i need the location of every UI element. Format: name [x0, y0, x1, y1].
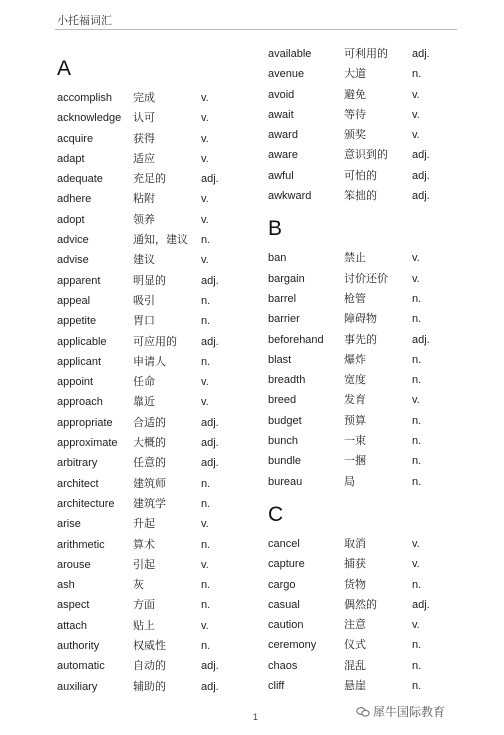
- chinese-meaning: 宽度: [344, 374, 366, 387]
- english-word: attach: [57, 619, 87, 632]
- vocab-entry: [57, 413, 247, 433]
- part-of-speech: n.: [412, 353, 422, 366]
- english-word: breadth: [268, 374, 306, 387]
- part-of-speech: adj.: [201, 416, 219, 429]
- watermark: [356, 703, 445, 720]
- part-of-speech: n.: [201, 579, 211, 592]
- chinese-meaning: 灰: [133, 579, 144, 592]
- english-word: adequate: [57, 173, 103, 186]
- chinese-meaning: 通知，建议: [133, 234, 188, 247]
- part-of-speech: adj.: [201, 680, 219, 693]
- english-word: arise: [57, 518, 81, 531]
- part-of-speech: adj.: [201, 437, 219, 450]
- chinese-meaning: 升起: [133, 518, 155, 531]
- chinese-meaning: 取消: [344, 537, 366, 550]
- english-word: adopt: [57, 213, 85, 226]
- chinese-meaning: 意识到的: [344, 149, 388, 162]
- part-of-speech: v.: [201, 193, 209, 206]
- part-of-speech: n.: [412, 435, 422, 448]
- chinese-meaning: 悬崖: [344, 680, 366, 693]
- part-of-speech: n.: [412, 292, 422, 305]
- english-word: awkward: [268, 190, 312, 203]
- chinese-meaning: 笨拙的: [344, 190, 377, 203]
- part-of-speech: v.: [201, 518, 209, 531]
- english-word: available: [268, 48, 312, 60]
- english-word: caution: [268, 619, 304, 632]
- english-word: avenue: [268, 68, 305, 81]
- chinese-meaning: 建筑学: [133, 497, 166, 510]
- part-of-speech: n.: [201, 355, 211, 368]
- vocab-entry: [57, 392, 247, 412]
- chinese-meaning: 一束: [344, 435, 366, 448]
- vocab-entry: [57, 129, 247, 149]
- vocab-entry: [268, 390, 468, 410]
- vocab-entry: [57, 595, 247, 615]
- english-word: applicant: [57, 355, 102, 368]
- vocab-entry: [57, 433, 247, 453]
- part-of-speech: n.: [412, 639, 422, 652]
- vocab-entry: [57, 210, 247, 230]
- part-of-speech: v.: [412, 129, 420, 142]
- chinese-meaning: 爆炸: [344, 353, 366, 366]
- part-of-speech: n.: [201, 234, 211, 247]
- english-word: cliff: [268, 680, 285, 693]
- chinese-meaning: 可利用的: [344, 48, 388, 60]
- part-of-speech: n.: [201, 640, 211, 653]
- english-word: advise: [57, 254, 89, 267]
- chinese-meaning: 领养: [133, 213, 155, 226]
- english-word: bargain: [268, 272, 305, 285]
- chinese-meaning: 适应: [133, 152, 155, 165]
- vocab-entry: [268, 44, 468, 64]
- english-word: casual: [268, 598, 300, 611]
- part-of-speech: v.: [412, 88, 420, 101]
- part-of-speech: n.: [201, 477, 211, 490]
- english-word: ceremony: [268, 639, 317, 652]
- chinese-meaning: 发育: [344, 394, 366, 407]
- english-word: arithmetic: [57, 538, 105, 551]
- english-word: appoint: [57, 376, 94, 389]
- vocab-entry: [57, 108, 247, 128]
- english-word: approximate: [57, 437, 118, 450]
- letter-section: [268, 504, 468, 696]
- english-word: architect: [57, 477, 99, 490]
- chinese-meaning: 粘附: [133, 193, 155, 206]
- english-word: adhere: [57, 193, 92, 206]
- part-of-speech: v.: [201, 619, 209, 632]
- chinese-meaning: 枪管: [344, 292, 366, 305]
- english-word: bunch: [268, 435, 298, 448]
- vocab-entry: [268, 431, 468, 451]
- part-of-speech: v.: [201, 376, 209, 389]
- letter-section: [268, 44, 468, 206]
- chinese-meaning: 大概的: [133, 437, 166, 450]
- chinese-meaning: 预算: [344, 414, 366, 427]
- chinese-meaning: 充足的: [133, 173, 166, 186]
- vocab-entry: [57, 352, 247, 372]
- english-word: acknowledge: [57, 112, 122, 125]
- part-of-speech: n.: [412, 455, 422, 468]
- vocab-entry: [57, 677, 247, 697]
- part-of-speech: n.: [201, 315, 211, 328]
- part-of-speech: adj.: [412, 149, 430, 162]
- vocab-entry: [268, 595, 468, 615]
- english-word: authority: [57, 640, 100, 653]
- vocab-entry: [268, 125, 468, 145]
- vocab-entry: [268, 635, 468, 655]
- part-of-speech: v.: [201, 92, 209, 104]
- english-word: appetite: [57, 315, 97, 328]
- english-word: chaos: [268, 659, 298, 672]
- header-divider: [55, 29, 457, 30]
- part-of-speech: adj.: [412, 333, 430, 346]
- vocab-entry: [57, 535, 247, 555]
- vocab-entry: [57, 149, 247, 169]
- part-of-speech: adj.: [412, 598, 430, 611]
- vocab-entry: [268, 248, 468, 268]
- part-of-speech: n.: [412, 475, 422, 488]
- chinese-meaning: 事先的: [344, 333, 377, 346]
- part-of-speech: adj.: [201, 274, 219, 287]
- vocab-entry: [268, 186, 468, 206]
- chinese-meaning: 一捆: [344, 455, 366, 468]
- vocab-entry: [57, 291, 247, 311]
- vocab-entry: [57, 575, 247, 595]
- english-word: applicable: [57, 335, 107, 348]
- chinese-meaning: 权威性: [133, 640, 166, 653]
- english-word: await: [268, 108, 294, 121]
- vocab-entry: [57, 250, 247, 270]
- vocab-entry: [268, 145, 468, 165]
- vocab-entry: [57, 453, 247, 473]
- english-word: bureau: [268, 475, 303, 488]
- part-of-speech: adj.: [412, 190, 430, 203]
- chinese-meaning: 引起: [133, 558, 155, 571]
- vocab-entry: [57, 555, 247, 575]
- vocab-entry: [268, 615, 468, 635]
- vocab-entry: [268, 105, 468, 125]
- vocab-entry: [268, 656, 468, 676]
- english-word: ban: [268, 252, 287, 265]
- part-of-speech: v.: [412, 619, 420, 632]
- part-of-speech: v.: [201, 396, 209, 409]
- chinese-meaning: 大道: [344, 68, 366, 81]
- part-of-speech: n.: [201, 497, 211, 510]
- chinese-meaning: 避免: [344, 88, 366, 101]
- part-of-speech: v.: [412, 394, 420, 407]
- vocab-entry: [57, 474, 247, 494]
- part-of-speech: n.: [412, 414, 422, 427]
- chinese-meaning: 吸引: [133, 294, 155, 307]
- vocab-entry: [268, 370, 468, 390]
- chinese-meaning: 获得: [133, 132, 155, 145]
- part-of-speech: adj.: [412, 48, 430, 60]
- vocab-entry: [268, 676, 468, 696]
- vocab-entry: [57, 514, 247, 534]
- chinese-meaning: 胃口: [133, 315, 155, 328]
- chinese-meaning: 等待: [344, 108, 366, 121]
- part-of-speech: n.: [412, 659, 422, 672]
- chinese-meaning: 捕获: [344, 558, 366, 571]
- vocab-entry: [268, 85, 468, 105]
- chinese-meaning: 仪式: [344, 639, 366, 652]
- chinese-meaning: 明显的: [133, 274, 166, 287]
- vocab-entry: [268, 451, 468, 471]
- chinese-meaning: 靠近: [133, 396, 155, 409]
- letter-section: [57, 58, 247, 697]
- chinese-meaning: 任命: [133, 376, 155, 389]
- chinese-meaning: 货物: [344, 578, 366, 591]
- vocab-entry: [268, 64, 468, 84]
- chinese-meaning: 建议: [133, 254, 155, 267]
- chinese-meaning: 局: [344, 475, 355, 488]
- english-word: capture: [268, 558, 305, 571]
- english-word: barrel: [268, 292, 297, 305]
- chinese-meaning: 任意的: [133, 457, 166, 470]
- english-word: budget: [268, 414, 302, 427]
- vocab-entry: [57, 230, 247, 250]
- section-letter-heading: A: [57, 57, 72, 80]
- wechat-icon: [356, 707, 370, 717]
- part-of-speech: v.: [201, 112, 209, 125]
- section-letter-heading: C: [268, 502, 284, 526]
- chinese-meaning: 建筑师: [133, 477, 166, 490]
- vocab-entry: [57, 88, 247, 108]
- vocab-entry: [57, 311, 247, 331]
- part-of-speech: n.: [412, 374, 422, 387]
- part-of-speech: v.: [412, 252, 420, 265]
- vocab-entry: [268, 575, 468, 595]
- chinese-meaning: 颁奖: [344, 129, 366, 142]
- chinese-meaning: 自动的: [133, 660, 166, 673]
- english-word: arouse: [57, 558, 91, 571]
- english-word: auxiliary: [57, 680, 98, 693]
- chinese-meaning: 可怕的: [344, 169, 377, 182]
- chinese-meaning: 完成: [133, 92, 155, 104]
- vocab-entry: [268, 472, 468, 492]
- part-of-speech: v.: [201, 152, 209, 165]
- vocab-entry: [57, 169, 247, 189]
- chinese-meaning: 合适的: [133, 416, 166, 429]
- part-of-speech: v.: [201, 132, 209, 145]
- english-word: aspect: [57, 599, 90, 612]
- chinese-meaning: 注意: [344, 619, 366, 632]
- english-word: aware: [268, 149, 298, 162]
- part-of-speech: v.: [412, 537, 420, 550]
- english-word: adapt: [57, 152, 85, 165]
- part-of-speech: n.: [412, 68, 422, 81]
- english-word: architecture: [57, 497, 115, 510]
- chinese-meaning: 禁止: [344, 252, 366, 265]
- vocab-entry: [57, 332, 247, 352]
- chinese-meaning: 方面: [133, 599, 155, 612]
- chinese-meaning: 讨价还价: [344, 272, 388, 285]
- english-word: approach: [57, 396, 103, 409]
- chinese-meaning: 贴上: [133, 619, 155, 632]
- chinese-meaning: 认可: [133, 112, 155, 125]
- watermark-text: 犀牛国际教育: [373, 705, 446, 719]
- vocab-entry: [57, 189, 247, 209]
- english-word: advice: [57, 234, 89, 247]
- part-of-speech: v.: [412, 272, 420, 285]
- english-word: ash: [57, 579, 75, 592]
- chinese-meaning: 辅助的: [133, 680, 166, 693]
- part-of-speech: n.: [201, 599, 211, 612]
- vocab-entry: [268, 269, 468, 289]
- part-of-speech: v.: [412, 108, 420, 121]
- english-word: apparent: [57, 274, 101, 287]
- english-word: acquire: [57, 132, 94, 145]
- english-word: appeal: [57, 294, 91, 307]
- english-word: blast: [268, 353, 292, 366]
- vocab-entry: [268, 554, 468, 574]
- part-of-speech: adj.: [201, 173, 219, 186]
- vocab-entry: [268, 411, 468, 431]
- left-column: [57, 58, 247, 709]
- english-word: awful: [268, 169, 294, 182]
- vocab-entry: [268, 309, 468, 329]
- english-word: breed: [268, 394, 297, 407]
- english-word: bundle: [268, 455, 302, 468]
- chinese-meaning: 申请人: [133, 355, 166, 368]
- english-word: barrier: [268, 313, 300, 326]
- part-of-speech: n.: [412, 578, 422, 591]
- page-header-title: 小托福词汇: [57, 15, 112, 27]
- part-of-speech: v.: [201, 254, 209, 267]
- part-of-speech: adj.: [201, 660, 219, 673]
- vocab-entry: [268, 289, 468, 309]
- chinese-meaning: 混乱: [344, 659, 366, 672]
- vocab-entry: [268, 330, 468, 350]
- vocab-entry: [57, 656, 247, 676]
- english-word: cargo: [268, 578, 296, 591]
- part-of-speech: v.: [201, 213, 209, 226]
- part-of-speech: adj.: [201, 457, 219, 470]
- section-letter-heading: B: [268, 217, 283, 241]
- chinese-meaning: 障碍物: [344, 313, 377, 326]
- english-word: cancel: [268, 537, 300, 550]
- page-number: 1: [253, 712, 259, 722]
- vocab-entry: [57, 494, 247, 514]
- vocab-entry: [57, 372, 247, 392]
- vocab-entry: [268, 166, 468, 186]
- part-of-speech: v.: [201, 558, 209, 571]
- chinese-meaning: 算术: [133, 538, 155, 551]
- part-of-speech: n.: [201, 538, 211, 551]
- part-of-speech: adj.: [412, 169, 430, 182]
- part-of-speech: adj.: [201, 335, 219, 348]
- english-word: arbitrary: [57, 457, 98, 470]
- right-column: [268, 44, 468, 708]
- letter-section: [268, 218, 468, 492]
- part-of-speech: v.: [412, 558, 420, 571]
- chinese-meaning: 可应用的: [133, 335, 177, 348]
- part-of-speech: n.: [201, 294, 211, 307]
- vocab-entry: [57, 271, 247, 291]
- vocab-entry: [57, 636, 247, 656]
- vocab-entry: [268, 534, 468, 554]
- english-word: automatic: [57, 660, 105, 673]
- english-word: avoid: [268, 88, 295, 101]
- vocab-entry: [268, 350, 468, 370]
- chinese-meaning: 偶然的: [344, 598, 377, 611]
- english-word: appropriate: [57, 416, 113, 429]
- english-word: beforehand: [268, 333, 324, 346]
- english-word: award: [268, 129, 298, 142]
- part-of-speech: n.: [412, 313, 422, 326]
- english-word: accomplish: [57, 92, 113, 104]
- part-of-speech: n.: [412, 680, 422, 693]
- vocab-entry: [57, 616, 247, 636]
